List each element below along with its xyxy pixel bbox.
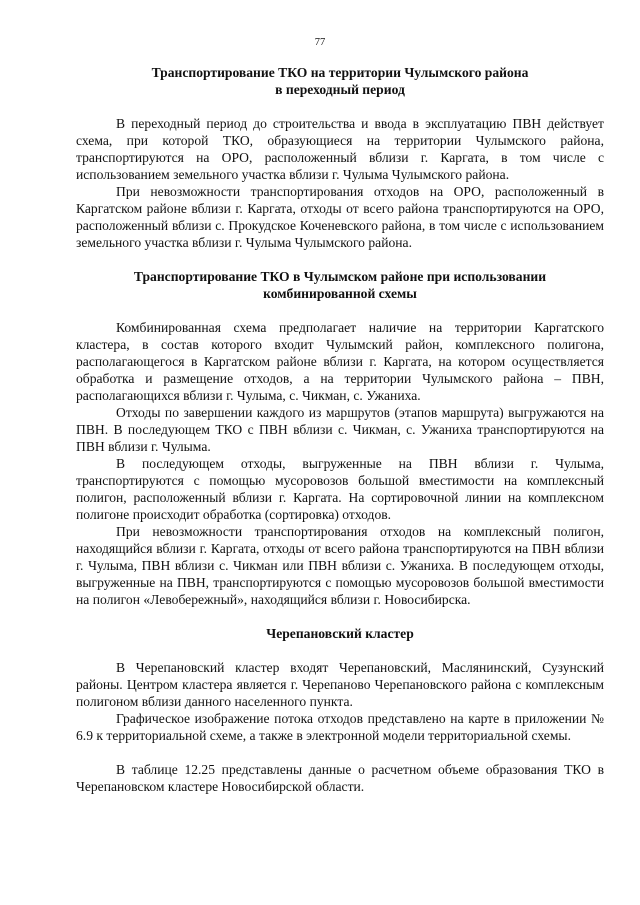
heading-line: Транспортирование ТКО на территории Чулымского района bbox=[151, 65, 529, 80]
paragraph: Графическое изображение потока отходов представлено на карте в приложении № 6.9 к территориальной схеме, а также в электронной модели территориальной схемы. bbox=[76, 711, 604, 743]
heading-line: Транспортирование ТКО в Чулымском районе при использовании bbox=[133, 269, 547, 284]
closing-paragraph: В таблице 12.25 представлены данные о расчетном объеме образования ТКО в Черепановском кластере Новосибирской области. bbox=[76, 762, 604, 794]
paragraph: В последующем отходы, выгруженные на ПВН вблизи г. Чулыма, транспортируются с помощью мусоровозов большой вместимости на комплексный полигон, расположенный вблизи г. Каргата. На сортировочной линии на комплексном полигоне происходит обработка (сортировка) отходов. bbox=[76, 456, 604, 522]
page-number: 77 bbox=[314, 37, 326, 48]
heading-line: в переходный период bbox=[275, 82, 405, 97]
section-heading-chulym-transition bbox=[76, 64, 604, 98]
paragraph: При невозможности транспортирования отходов на ОРО, расположенный в Каргатском районе вблизи г. Каргата, отходы от всего района транспортируются на ОРО, расположенный вблизи с. Прокудское Коченевского района, в том числе с использованием земельного участка вблизи г. Чулыма Чулымского района. bbox=[76, 184, 604, 250]
spacer bbox=[76, 744, 604, 761]
paragraph: При невозможности транспортирования отходов на комплексный полигон, находящийся вблизи г. Каргата, отходы от всего района транспортируются на ПВН вблизи г. Чулыма, ПВН вблизи с. Чикман или ПВН вблизи с. Ужаниха. В последующем отходы, выгруженные на ПВН, транспортируются с помощью мусоровозов большой вместимости на полигон «Левобережный», находящийся вблизи г. Новосибирска. bbox=[76, 524, 604, 607]
paragraph: В Черепановский кластер входят Черепановский, Маслянинский, Сузунский районы. Центром кластера является г. Черепаново Черепановского района с комплексным полигоном вблизи данного населенного пункта. bbox=[76, 660, 604, 709]
section-heading-cherepanovo-cluster bbox=[76, 625, 604, 642]
heading-line: Черепановский кластер bbox=[266, 626, 414, 641]
section-heading-chulym-combined bbox=[76, 268, 604, 302]
document-body bbox=[76, 64, 604, 795]
paragraph: Комбинированная схема предполагает наличие на территории Каргатского кластера, в состав которого входит Чулымский район, комплексного полигона, располагающегося в Каргатском районе вблизи г. Каргата, на котором осуществляется обработка и размещение отходов, а на территории Чулымского района – ПВН, располагающихся вблизи г. Чулыма, с. Чикман, с. Ужаниха. bbox=[76, 320, 604, 403]
paragraph: В переходный период до строительства и ввода в эксплуатацию ПВН действует схема, при которой ТКО, образующиеся на территории Чулымского района, транспортируются на ОРО, расположенный вблизи г. Каргата, в том числе с использованием земельного участка вблизи г. Чулыма Чулымского района. bbox=[76, 116, 604, 182]
paragraph: Отходы по завершении каждого из маршрутов (этапов маршрута) выгружаются на ПВН. В последующем ТКО с ПВН вблизи с. Чикман, с. Ужаниха транспортируются на ПВН вблизи г. Чулыма. bbox=[76, 405, 604, 454]
heading-line: комбинированной схемы bbox=[263, 286, 417, 301]
